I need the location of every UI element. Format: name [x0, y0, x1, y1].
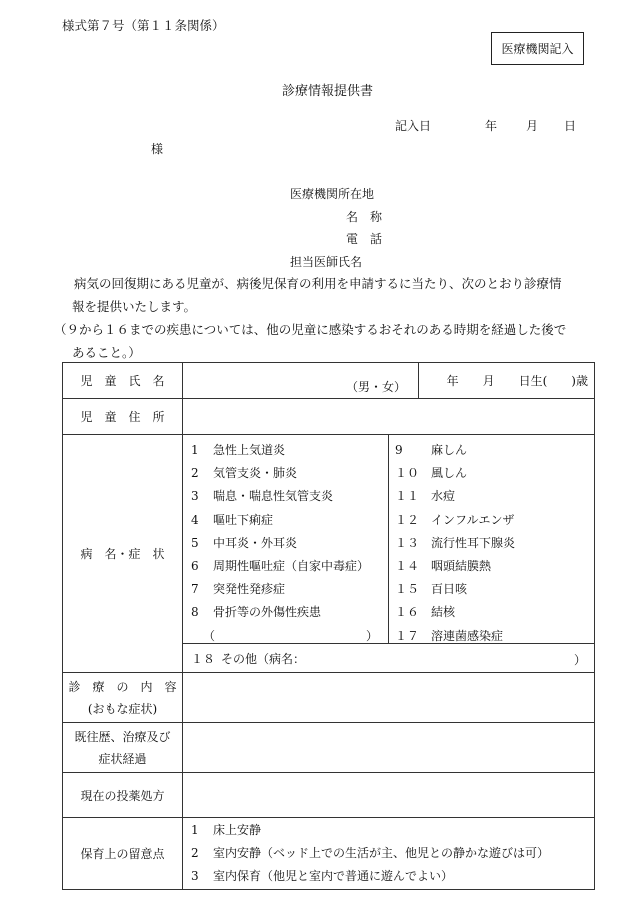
care-notes-list — [183, 818, 595, 890]
disease-row — [63, 435, 595, 644]
intro-line-2: 報を提供いたします。 — [72, 299, 197, 314]
disease-item[interactable]: １０ 風しん — [395, 466, 468, 481]
child-address-row — [63, 399, 595, 435]
disease-list-left — [183, 435, 389, 644]
prescription-label: 現在の投薬処方 — [63, 773, 183, 818]
date-month: 月 — [526, 119, 539, 133]
gender-selector: （男・女） — [345, 380, 406, 394]
history-row — [63, 723, 595, 773]
medical-institution-entry-box — [491, 32, 584, 65]
medical-info-table — [62, 362, 595, 890]
date-year: 年 — [485, 119, 498, 133]
other-text: その他（病名： — [221, 651, 306, 666]
disease-item[interactable]: １６ 結核 — [395, 605, 456, 620]
prescription-field[interactable] — [183, 773, 595, 818]
other-close: ） — [573, 653, 586, 667]
note-line-1: （９から１６までの疾患については、他の児童に感染するおそれのある時期を経過した後で — [54, 322, 567, 337]
diagnosis-row — [63, 673, 595, 723]
entry-date-label: 記入日 — [395, 119, 432, 133]
care-notes-label: 保育上の留意点 — [63, 818, 183, 890]
disease-item[interactable]: １７ 溶連菌感染症 — [395, 628, 504, 643]
disease-item[interactable]: 4 嘔吐下痢症 — [191, 512, 274, 527]
disease-label: 病 名・症 状 — [63, 435, 183, 673]
care-item[interactable]: 2 室内安静（ベッド上での生活が主、他児との静かな遊びは可） — [191, 845, 550, 860]
care-notes-row — [63, 818, 595, 890]
disease-list-right — [389, 435, 595, 644]
provider-phone-label: 電 話 — [346, 232, 383, 246]
disease-item[interactable]: 2 気管支炎・肺炎 — [191, 466, 298, 481]
attending-doctor-label: 担当医師氏名 — [290, 255, 363, 269]
child-name-field[interactable] — [183, 363, 419, 399]
disease-item[interactable]: １３ 流行性耳下腺炎 — [395, 535, 516, 550]
paren-open: （ — [203, 628, 216, 643]
care-item[interactable]: 1 床上安静 — [191, 822, 262, 837]
disease-item[interactable]: 9 麻しん — [395, 443, 468, 457]
birth-date-text: 年 月 日生( )歳 — [446, 374, 588, 388]
disease-item[interactable]: 5 中耳炎・外耳炎 — [191, 535, 298, 550]
child-name-row — [63, 363, 595, 399]
diagnosis-field[interactable] — [183, 673, 595, 723]
box-label: 医療機関記入 — [501, 42, 574, 56]
disease-item[interactable]: １４ 咽頭結膜熱 — [395, 558, 492, 573]
other-disease-field[interactable] — [183, 644, 595, 673]
disease-item[interactable]: 1 急性上気道炎 — [191, 443, 286, 457]
disease-item[interactable]: １１ 水痘 — [395, 489, 456, 504]
care-item[interactable]: 3 室内保育（他児と室内で普通に遊んでよい） — [191, 869, 454, 884]
date-day: 日 — [564, 119, 577, 133]
diagnosis-label: 診 療 の 内 容 (おもな症状) — [63, 673, 183, 723]
disease-item[interactable]: 7 突発性発疹症 — [191, 582, 286, 597]
provider-name-label: 名 称 — [346, 210, 383, 224]
disease-item[interactable]: １２ インフルエンザ — [395, 512, 515, 527]
intro-paragraph — [54, 272, 592, 364]
disease-item[interactable]: 6 周期性嘔吐症（自家中毒症） — [191, 558, 370, 573]
child-address-label: 児 童 住 所 — [63, 399, 183, 435]
disease-item[interactable]: 3 喘息・喘息性気管支炎 — [191, 489, 334, 504]
provider-address-label: 医療機関所在地 — [290, 187, 375, 201]
disease-item[interactable]: 8 骨折等の外傷性疾患 — [191, 605, 322, 620]
note-line-2: あること。） — [72, 345, 141, 360]
prescription-row — [63, 773, 595, 818]
birth-date-field[interactable] — [419, 363, 595, 399]
history-label: 既往歴、治療及び 症状経過 — [63, 723, 183, 773]
other-num: １８ — [191, 651, 216, 666]
paren-close: ） — [365, 628, 378, 643]
document-title: 診療情報提供書 — [282, 84, 374, 99]
intro-line-1: 病気の回復期にある児童が、病後児保育の利用を申請するに当たり、次のとおり診療情 — [74, 276, 562, 291]
addressee-suffix: 様 — [151, 142, 164, 156]
history-field[interactable] — [183, 723, 595, 773]
form-number: 様式第７号（第１１条関係） — [62, 18, 225, 33]
disease-item[interactable]: １５ 百日咳 — [395, 582, 468, 597]
child-name-label: 児 童 氏 名 — [63, 363, 183, 399]
child-address-field[interactable] — [183, 399, 595, 435]
